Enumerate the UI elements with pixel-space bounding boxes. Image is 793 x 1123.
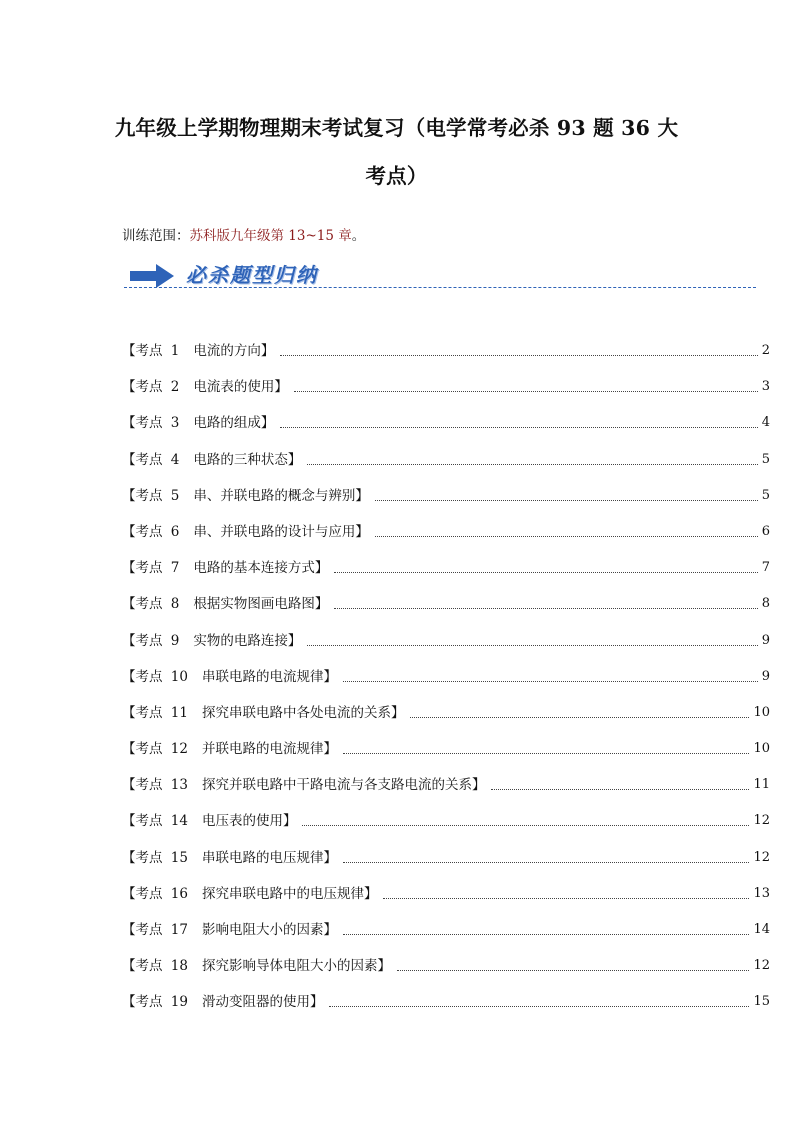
toc-prefix: 【考点	[122, 487, 163, 504]
toc-leader	[375, 523, 758, 537]
toc-entry	[122, 993, 327, 1011]
toc-entry	[122, 523, 373, 541]
toc-prefix: 【考点	[122, 777, 163, 794]
toc-prefix: 【考点	[122, 885, 163, 902]
toc-text: 影响电阻大小的因素】	[201, 922, 337, 938]
toc-text: 串、并联电路的设计与应用】	[193, 523, 369, 540]
toc-entry	[122, 595, 332, 613]
toc-item[interactable]	[122, 632, 770, 668]
toc-page: 15	[753, 994, 770, 1010]
toc-entry	[122, 668, 341, 686]
toc-number: 7	[170, 560, 180, 577]
toc-text: 探究串联电路中各处电流的关系】	[201, 704, 405, 721]
training-range-end: 。	[351, 228, 366, 244]
toc-leader	[343, 921, 749, 935]
training-range	[122, 226, 365, 246]
toc-entry	[122, 776, 489, 794]
toc-text: 实物的电路连接】	[193, 632, 302, 649]
toc-page: 10	[753, 704, 770, 720]
toc-item[interactable]	[122, 559, 770, 595]
toc-number: 9	[170, 632, 180, 649]
toc-item[interactable]	[122, 885, 770, 921]
arrow-right-icon	[130, 264, 174, 288]
toc-prefix: 【考点	[122, 849, 163, 866]
toc-prefix: 【考点	[122, 668, 163, 685]
toc-item[interactable]	[122, 451, 770, 487]
toc-leader	[343, 668, 758, 682]
toc-number: 15	[170, 849, 188, 866]
toc-item[interactable]	[122, 740, 770, 776]
toc-page: 9	[761, 632, 770, 648]
toc-leader	[383, 885, 749, 899]
toc-leader	[410, 704, 749, 718]
toc-text: 滑动变阻器的使用】	[201, 994, 324, 1011]
section-divider	[124, 287, 756, 288]
toc-item[interactable]	[122, 812, 770, 848]
toc-page: 11	[753, 777, 770, 793]
toc-leader	[334, 595, 757, 609]
toc-page: 12	[753, 958, 770, 974]
toc-number: 11	[170, 704, 188, 721]
toc-number: 13	[170, 777, 188, 794]
toc-text: 电流表的使用】	[193, 379, 288, 396]
toc-number: 5	[170, 487, 180, 504]
toc-leader	[397, 957, 749, 971]
toc-leader	[343, 849, 749, 863]
toc-leader	[329, 993, 749, 1007]
toc-page: 4	[761, 415, 770, 431]
toc-number: 14	[170, 813, 188, 830]
toc-prefix: 【考点	[122, 596, 163, 613]
toc-item[interactable]	[122, 993, 770, 1029]
toc-prefix: 【考点	[122, 451, 163, 468]
toc-page: 2	[761, 343, 770, 358]
toc-item[interactable]	[122, 668, 770, 704]
toc-text: 串联电路的电流规律】	[201, 668, 337, 685]
toc-prefix: 【考点	[122, 343, 163, 359]
toc-number: 2	[170, 379, 180, 396]
section-banner	[130, 262, 770, 292]
table-of-contents	[122, 342, 770, 1030]
toc-page: 13	[753, 885, 770, 901]
toc-item[interactable]	[122, 921, 770, 957]
toc-page: 7	[761, 560, 770, 576]
toc-text: 电路的基本连接方式】	[193, 560, 329, 577]
toc-number: 3	[170, 415, 180, 432]
toc-item[interactable]	[122, 849, 770, 885]
toc-prefix: 【考点	[122, 704, 163, 721]
toc-prefix: 【考点	[122, 632, 163, 649]
toc-number: 8	[170, 596, 180, 613]
toc-number: 17	[170, 922, 188, 938]
toc-page: 14	[753, 922, 770, 937]
toc-item[interactable]	[122, 523, 770, 559]
toc-entry	[122, 414, 278, 432]
toc-number: 1	[170, 343, 180, 359]
toc-leader	[302, 812, 749, 826]
toc-number: 18	[170, 958, 188, 975]
toc-text: 电路的组成】	[193, 415, 275, 432]
toc-page: 9	[761, 668, 770, 684]
toc-entry	[122, 451, 305, 469]
toc-leader	[280, 342, 757, 356]
toc-entry	[122, 812, 300, 830]
toc-text: 并联电路的电流规律】	[201, 741, 337, 758]
toc-prefix: 【考点	[122, 922, 163, 938]
toc-text: 根据实物图画电路图】	[193, 596, 329, 613]
toc-text: 电压表的使用】	[201, 813, 297, 830]
toc-page: 5	[761, 487, 770, 503]
toc-page: 12	[753, 849, 770, 865]
toc-prefix: 【考点	[122, 813, 163, 830]
toc-entry	[122, 740, 341, 758]
toc-leader	[334, 559, 757, 573]
page-title-line-2: 考点）	[365, 164, 428, 188]
toc-text: 串、并联电路的概念与辨别】	[193, 487, 369, 504]
toc-number: 10	[170, 668, 188, 685]
toc-entry	[122, 632, 305, 650]
toc-entry	[122, 342, 278, 360]
page-title-line-1: 九年级上学期物理期末考试复习（电学常考必杀 93 题 36 大	[114, 116, 679, 140]
toc-leader	[307, 632, 757, 646]
toc-entry	[122, 921, 341, 939]
toc-leader	[307, 451, 757, 465]
training-range-value: 苏科版九年级第 13~15 章	[189, 228, 352, 244]
toc-number: 16	[170, 885, 188, 902]
toc-prefix: 【考点	[122, 379, 163, 396]
toc-entry	[122, 559, 332, 577]
toc-text: 探究并联电路中干路电流与各支路电流的关系】	[201, 777, 486, 794]
toc-entry	[122, 849, 341, 867]
toc-item[interactable]	[122, 378, 770, 414]
toc-prefix: 【考点	[122, 741, 163, 758]
toc-item[interactable]	[122, 595, 770, 631]
toc-number: 6	[170, 523, 180, 540]
toc-item[interactable]	[122, 342, 770, 378]
toc-text: 电流的方向】	[193, 343, 275, 359]
toc-text: 探究串联电路中的电压规律】	[201, 885, 378, 902]
toc-prefix: 【考点	[122, 523, 163, 540]
toc-leader	[343, 740, 749, 754]
toc-item[interactable]	[122, 704, 770, 740]
training-range-label: 训练范围：	[122, 228, 190, 244]
toc-leader	[375, 487, 758, 501]
section-banner-label: 必杀题型归纳	[186, 263, 318, 287]
toc-item[interactable]	[122, 776, 770, 812]
toc-item[interactable]	[122, 957, 770, 993]
toc-page: 6	[761, 523, 770, 539]
toc-number: 19	[170, 994, 188, 1011]
toc-entry	[122, 957, 395, 975]
toc-text: 探究影响导体电阻大小的因素】	[201, 958, 391, 975]
toc-leader	[280, 414, 757, 428]
toc-page: 8	[761, 596, 770, 612]
toc-leader	[491, 776, 749, 790]
toc-prefix: 【考点	[122, 560, 163, 577]
toc-entry	[122, 885, 381, 903]
toc-prefix: 【考点	[122, 958, 163, 975]
toc-number: 4	[170, 451, 180, 468]
toc-number: 12	[170, 741, 188, 758]
toc-text: 串联电路的电压规律】	[201, 849, 337, 866]
toc-prefix: 【考点	[122, 415, 163, 432]
toc-leader	[294, 378, 758, 392]
toc-page: 5	[761, 451, 770, 467]
toc-entry	[122, 704, 408, 722]
toc-prefix: 【考点	[122, 994, 163, 1011]
toc-item[interactable]	[122, 487, 770, 523]
toc-entry	[122, 378, 292, 396]
toc-item[interactable]	[122, 414, 770, 450]
toc-text: 电路的三种状态】	[193, 451, 302, 468]
toc-entry	[122, 487, 373, 505]
toc-page: 10	[753, 741, 770, 757]
toc-page: 3	[761, 379, 770, 395]
toc-page: 12	[753, 813, 770, 829]
